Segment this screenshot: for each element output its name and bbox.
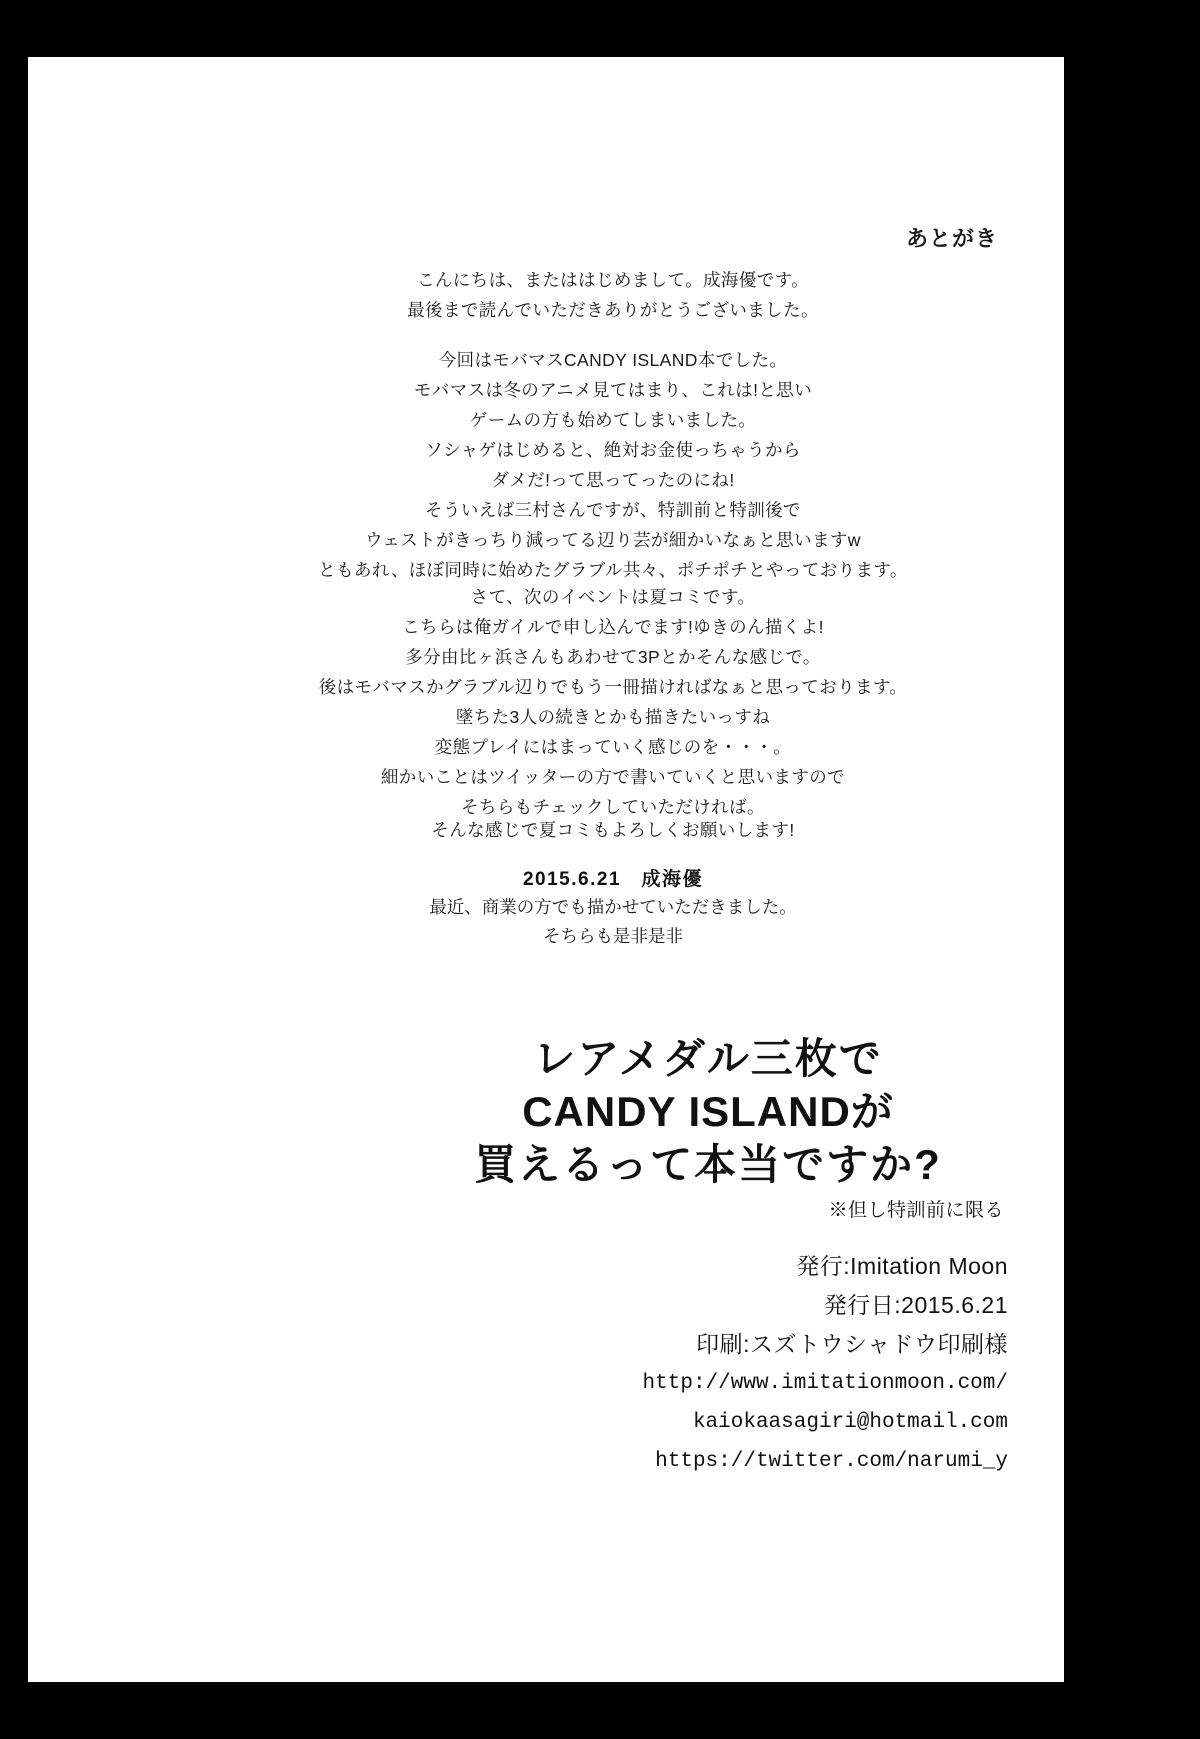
afterword-paragraph-greeting	[198, 265, 1028, 325]
colophon-twitter[interactable]: https://twitter.com/narumi_y	[655, 1450, 1008, 1473]
text-line: そちらも是非是非	[543, 926, 683, 946]
text-line: ゲームの方も始めてしまいました。	[469, 410, 757, 430]
colophon-printer: 印刷:スズトウシャドウ印刷様	[696, 1331, 1008, 1357]
text-line: 最後まで読んでいただきありがとうございました。	[407, 300, 819, 320]
text-line: ソシャゲはじめると、絶対お金使っちゃうから	[425, 440, 801, 460]
book-title-note: ※但し特訓前に限る	[828, 1200, 1004, 1221]
text-line: こんにちは、またははじめまして。成海優です。	[416, 270, 810, 290]
text-line: そんな感じで夏コミもよろしくお願いします!	[431, 820, 795, 840]
text-line: 後はモバマスかグラブル辺りでもう一冊描ければなぁと思っております。	[318, 677, 908, 697]
text-line: こちらは俺ガイルで申し込んでます!ゆきのん描くよ!	[402, 617, 824, 637]
text-line: そちらもチェックしていただければ。	[461, 797, 765, 817]
text-line: 墜ちた3人の続きとかも描きたいっすね	[455, 707, 771, 727]
book-title-line-3: 買えるって本当ですか?	[474, 1141, 942, 1188]
text-line: 細かいことはツイッターの方で書いていくと思いますので	[380, 767, 846, 787]
text-line: 変態プレイにはまっていく感じのを・・・。	[434, 737, 792, 757]
text-line: モバマスは冬のアニメ見てはまり、これは!と思い	[413, 380, 813, 400]
colophon-publisher: 発行:Imitation Moon	[796, 1253, 1008, 1279]
colophon-email[interactable]: kaiokaasagiri@hotmail.com	[692, 1411, 1008, 1434]
author-signature: 2015.6.21 成海優	[522, 869, 704, 890]
text-line: 最近、商業の方でも描かせていただきました。	[429, 897, 797, 917]
text-line: そういえば三村さんですが、特訓前と特訓後で	[425, 500, 801, 520]
book-title-line-1: レアメダル三枚で	[533, 1035, 883, 1082]
afterword-paragraph-about	[198, 345, 1028, 585]
text-line: 今回はモバマスCANDY ISLAND本でした。	[438, 350, 788, 370]
book-title-line-2: CANDY ISLANDが	[522, 1088, 894, 1135]
text-line: ともあれ、ほぼ同時に始めたグラブル共々、ポチポチとやっております。	[318, 560, 908, 580]
book-page	[28, 57, 1064, 1682]
colophon-website[interactable]: http://www.imitationmoon.com/	[642, 1372, 1008, 1395]
text-line: ウェストがきっちり減ってる辺り芸が細かいなぁと思いますw	[365, 530, 861, 550]
text-line: 多分由比ヶ浜さんもあわせて3Pとかそんな感じで。	[405, 647, 821, 667]
colophon	[408, 1247, 1012, 1481]
colophon-publish-date: 発行日:2015.6.21	[823, 1292, 1008, 1318]
afterword-paragraph-closing	[198, 815, 1028, 845]
text-line: ダメだ!って思ってったのにね!	[491, 470, 735, 490]
author-signature-note	[198, 893, 1028, 951]
book-title	[408, 1032, 1008, 1222]
afterword-heading: あとがき	[906, 226, 999, 251]
afterword-paragraph-next-event	[198, 582, 1028, 822]
text-line: さて、次のイベントは夏コミです。	[470, 587, 756, 607]
